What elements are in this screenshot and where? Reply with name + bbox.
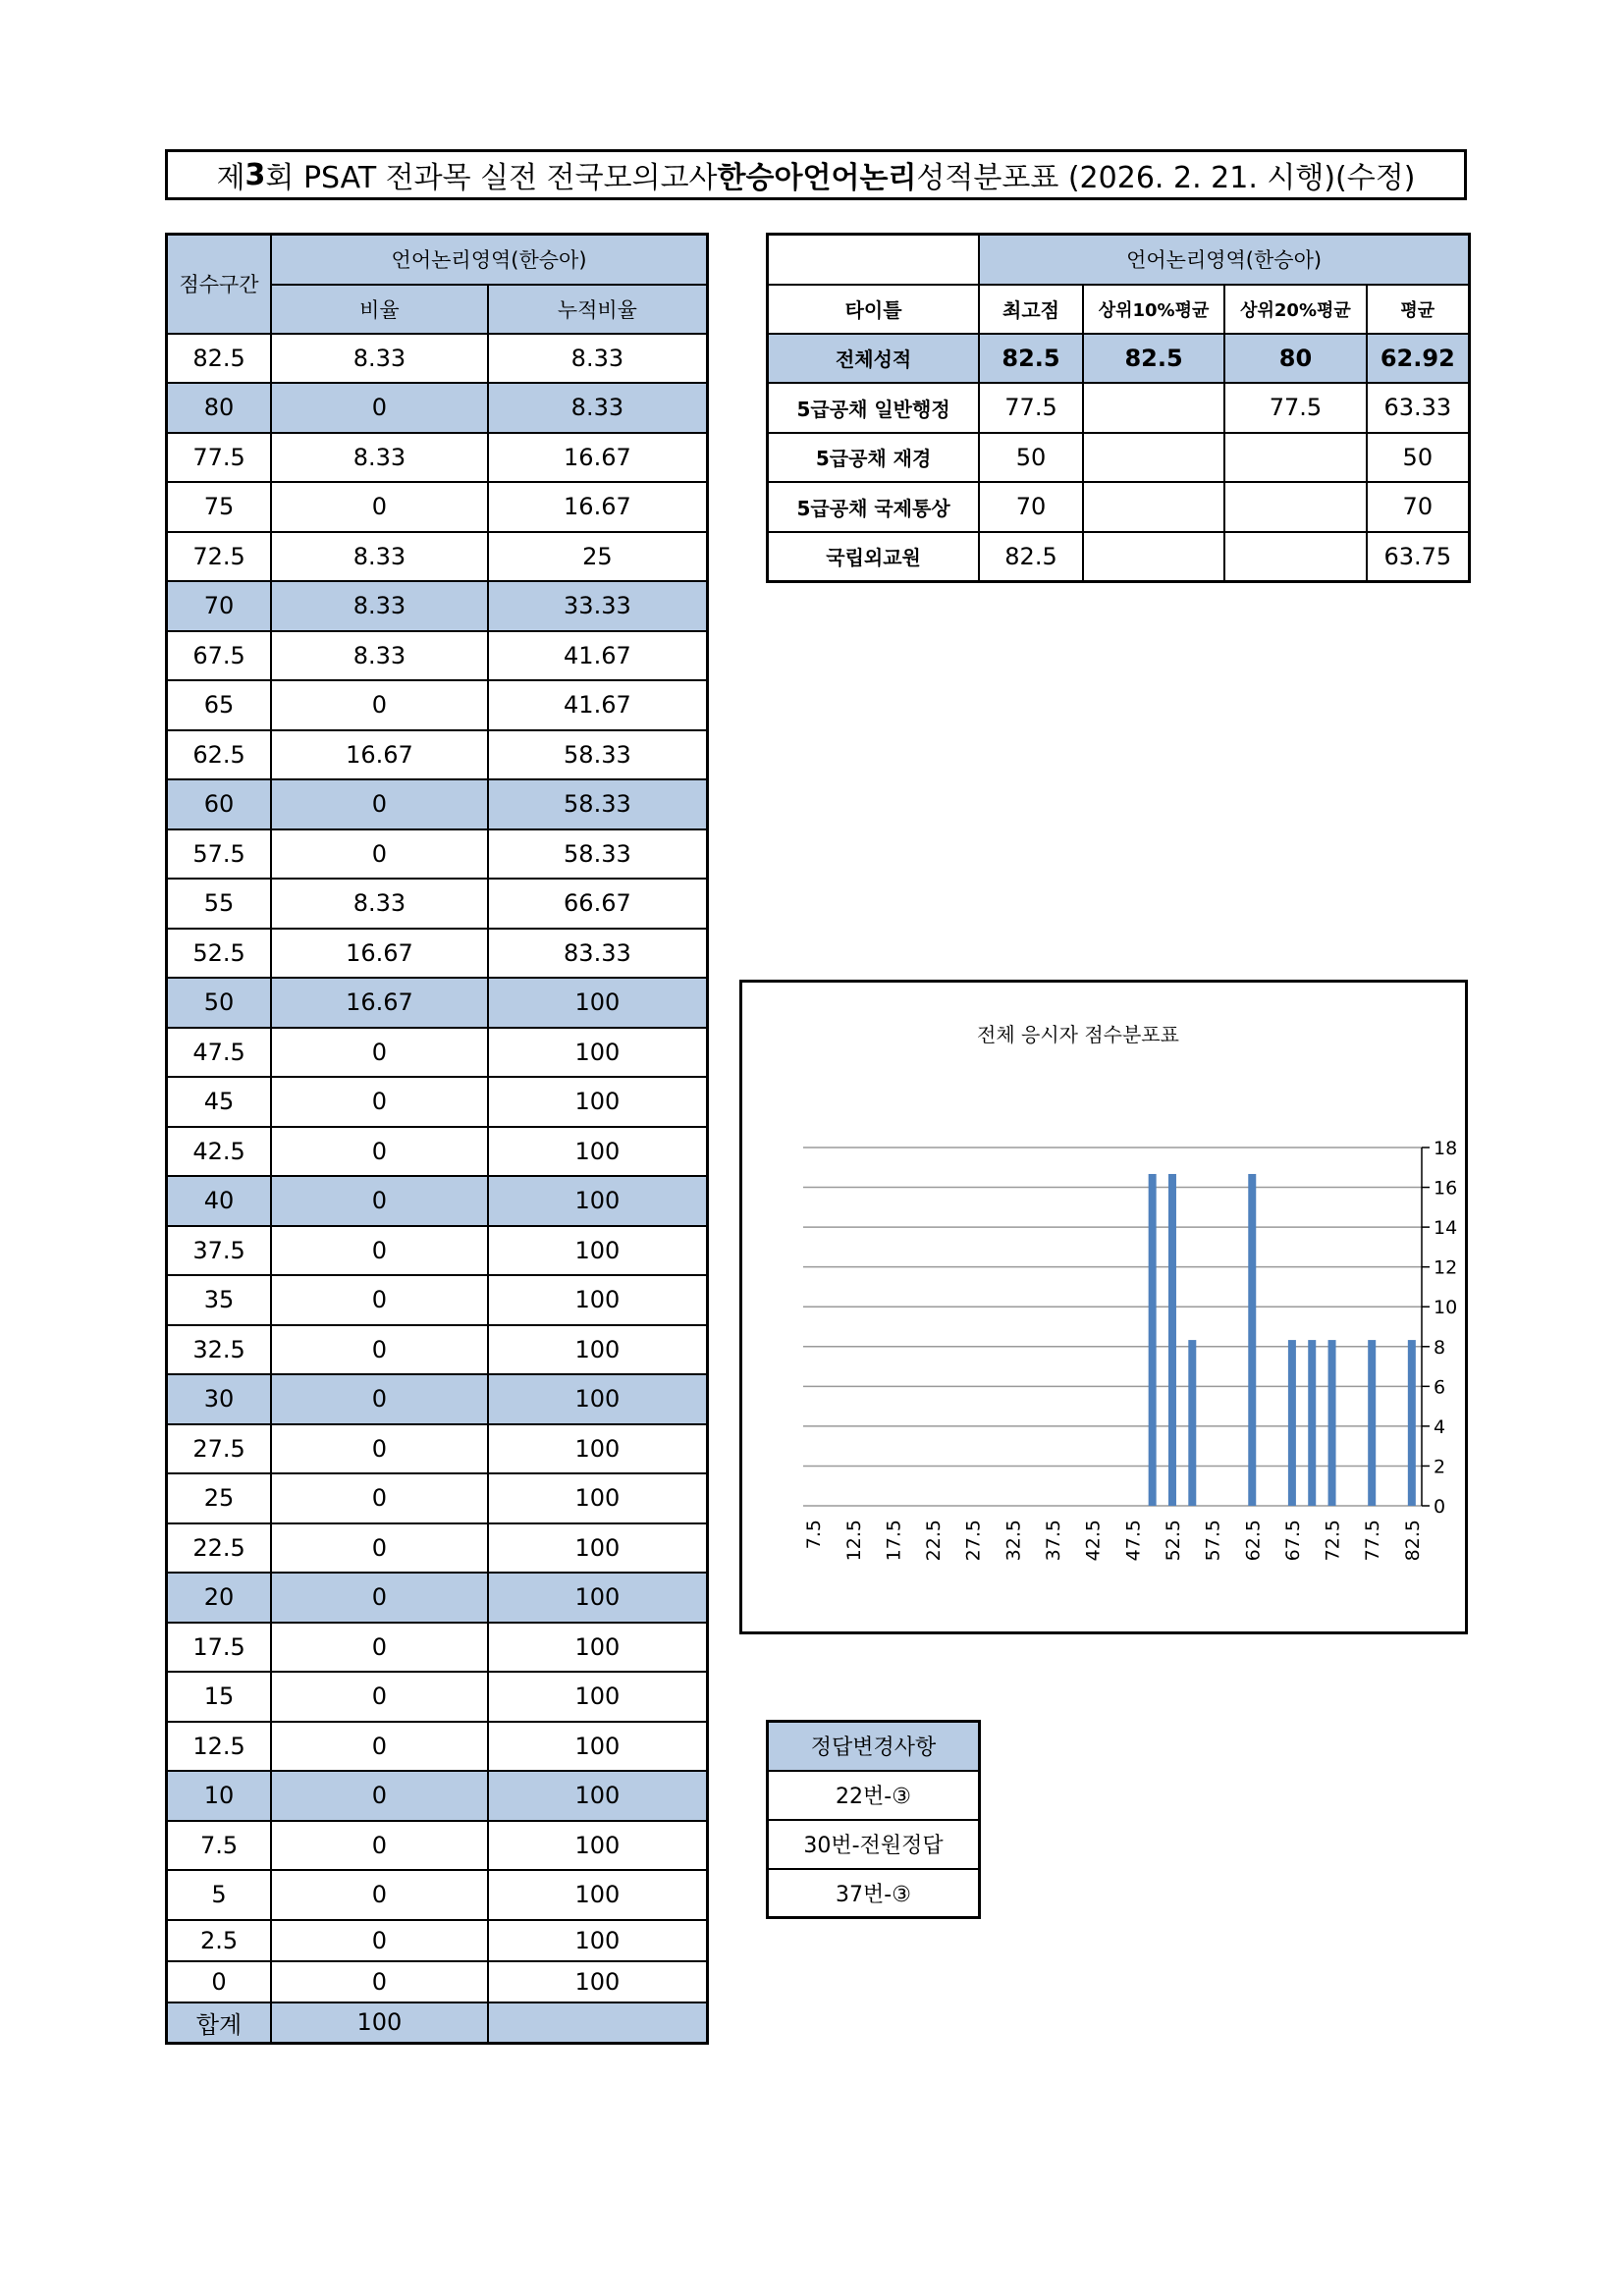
answer-item: 22번-③ xyxy=(768,1771,980,1820)
summary-cell-avg: 70 xyxy=(1367,482,1470,532)
summary-cell-avg: 63.75 xyxy=(1367,532,1470,582)
cell-cum: 100 xyxy=(488,1623,708,1673)
table-row xyxy=(167,1424,708,1474)
cell-ratio: 0 xyxy=(271,1275,488,1325)
header-ratio: 비율 xyxy=(271,285,488,334)
cell-score: 67.5 xyxy=(167,631,272,681)
bar xyxy=(1328,1340,1336,1506)
cell-cum: 8.33 xyxy=(488,383,708,433)
cell-ratio: 8.33 xyxy=(271,581,488,631)
cell-ratio: 0 xyxy=(271,1920,488,1961)
cell-ratio: 8.33 xyxy=(271,433,488,483)
table-row xyxy=(167,1077,708,1127)
cell-cum: 100 xyxy=(488,1961,708,2002)
summary-cell-avg: 63.33 xyxy=(1367,383,1470,433)
cell-ratio: 16.67 xyxy=(271,929,488,979)
header-score-range: 점수구간 xyxy=(167,235,272,334)
cell-score: 30 xyxy=(167,1374,272,1424)
table-row xyxy=(167,879,708,929)
cell-ratio: 0 xyxy=(271,1961,488,2002)
title-round: 3 xyxy=(244,157,266,192)
cell-ratio: 0 xyxy=(271,1374,488,1424)
x-tick-label: 47.5 xyxy=(1122,1520,1145,1562)
table-row xyxy=(167,1473,708,1523)
cell-ratio: 0 xyxy=(271,1870,488,1920)
cell-cum: 100 xyxy=(488,1771,708,1821)
cell-score: 27.5 xyxy=(167,1424,272,1474)
summary-row xyxy=(768,482,1470,532)
cell-cum: 100 xyxy=(488,1573,708,1623)
cell-ratio: 0 xyxy=(271,779,488,829)
bar xyxy=(1288,1340,1296,1506)
y-tick-label: 12 xyxy=(1434,1256,1458,1279)
y-tick-label: 18 xyxy=(1434,1138,1458,1159)
cell-score: 35 xyxy=(167,1275,272,1325)
cell-cum: 100 xyxy=(488,1523,708,1574)
y-tick-label: 14 xyxy=(1434,1217,1458,1240)
y-tick-label: 4 xyxy=(1434,1415,1446,1438)
table-row xyxy=(167,829,708,880)
cell-score: 22.5 xyxy=(167,1523,272,1574)
table-row xyxy=(167,1961,708,2002)
cell-cum: 83.33 xyxy=(488,929,708,979)
total-ratio: 100 xyxy=(271,2002,488,2044)
x-tick-label: 52.5 xyxy=(1162,1520,1184,1562)
cell-cum: 100 xyxy=(488,1028,708,1078)
cell-cum: 41.67 xyxy=(488,631,708,681)
cell-ratio: 0 xyxy=(271,1127,488,1177)
cell-score: 65 xyxy=(167,680,272,730)
cell-ratio: 0 xyxy=(271,383,488,433)
cell-score: 52.5 xyxy=(167,929,272,979)
cell-score: 12.5 xyxy=(167,1722,272,1772)
cell-score: 40 xyxy=(167,1176,272,1226)
x-tick-label: 82.5 xyxy=(1401,1520,1424,1562)
cell-cum: 66.67 xyxy=(488,879,708,929)
table-row xyxy=(167,978,708,1028)
total-label: 합계 xyxy=(167,2002,272,2044)
table-row xyxy=(167,680,708,730)
table-row xyxy=(167,1870,708,1920)
x-tick-label: 62.5 xyxy=(1242,1520,1265,1562)
cell-cum: 58.33 xyxy=(488,779,708,829)
x-tick-label: 32.5 xyxy=(1002,1520,1025,1562)
summary-cell-top10 xyxy=(1083,532,1224,582)
summary-col-header: 평균 xyxy=(1367,285,1470,334)
x-tick-label: 67.5 xyxy=(1281,1520,1304,1562)
cell-ratio: 0 xyxy=(271,1672,488,1722)
cell-score: 25 xyxy=(167,1473,272,1523)
cell-cum: 100 xyxy=(488,1473,708,1523)
cell-cum: 25 xyxy=(488,532,708,582)
cell-ratio: 8.33 xyxy=(271,334,488,384)
table-row xyxy=(167,1722,708,1772)
cell-cum: 100 xyxy=(488,1077,708,1127)
summary-row xyxy=(768,334,1470,384)
cell-cum: 8.33 xyxy=(488,334,708,384)
answer-item: 37번-③ xyxy=(768,1869,980,1918)
x-tick-label: 22.5 xyxy=(923,1520,946,1562)
table-row xyxy=(167,581,708,631)
summary-cell-title: 국립외교원 xyxy=(768,532,980,582)
summary-row xyxy=(768,532,1470,582)
table-row xyxy=(167,1672,708,1722)
cell-cum: 100 xyxy=(488,1275,708,1325)
cell-score: 72.5 xyxy=(167,532,272,582)
summary-cell-avg: 50 xyxy=(1367,433,1470,483)
cell-score: 42.5 xyxy=(167,1127,272,1177)
cell-ratio: 0 xyxy=(271,482,488,532)
score-distribution-table xyxy=(165,233,709,2045)
cell-score: 70 xyxy=(167,581,272,631)
cell-ratio: 8.33 xyxy=(271,631,488,681)
summary-cell-title: 전체성적 xyxy=(768,334,980,384)
summary-cell-avg: 62.92 xyxy=(1367,334,1470,384)
summary-cell-top10 xyxy=(1083,383,1224,433)
cell-score: 50 xyxy=(167,978,272,1028)
cell-ratio: 0 xyxy=(271,829,488,880)
page-title xyxy=(165,149,1467,200)
summary-cell-max: 77.5 xyxy=(979,383,1083,433)
table-row xyxy=(167,1523,708,1574)
title-instructor: 한승아 xyxy=(717,161,803,195)
cell-score: 37.5 xyxy=(167,1226,272,1276)
y-tick-label: 16 xyxy=(1434,1177,1458,1200)
cell-score: 47.5 xyxy=(167,1028,272,1078)
title-subject: 언어논리 xyxy=(802,161,917,195)
summary-col-header: 상위10%평균 xyxy=(1083,285,1224,334)
cell-ratio: 8.33 xyxy=(271,532,488,582)
cell-cum: 100 xyxy=(488,1127,708,1177)
bar xyxy=(1368,1340,1376,1506)
title-suffix: 성적분포표 (2026. 2. 21. 시행)(수정) xyxy=(916,161,1416,195)
cell-ratio: 0 xyxy=(271,1424,488,1474)
cell-cum: 100 xyxy=(488,1672,708,1722)
summary-cell-max: 82.5 xyxy=(979,532,1083,582)
cell-score: 62.5 xyxy=(167,730,272,780)
cell-cum: 16.67 xyxy=(488,433,708,483)
summary-row xyxy=(768,383,1470,433)
summary-col-header: 상위20%평균 xyxy=(1224,285,1366,334)
summary-cell-top10: 82.5 xyxy=(1083,334,1224,384)
summary-cell-top20 xyxy=(1224,532,1366,582)
title-mid: 회 PSAT 전과목 실전 전국모의고사 xyxy=(265,161,718,195)
cell-score: 45 xyxy=(167,1077,272,1127)
cell-cum: 100 xyxy=(488,1821,708,1871)
table-row xyxy=(167,1176,708,1226)
cell-ratio: 0 xyxy=(271,1325,488,1375)
cell-cum: 100 xyxy=(488,1920,708,1961)
table-row xyxy=(167,1275,708,1325)
cell-ratio: 0 xyxy=(271,1473,488,1523)
cell-ratio: 0 xyxy=(271,1623,488,1673)
x-tick-label: 72.5 xyxy=(1322,1520,1344,1562)
cell-score: 77.5 xyxy=(167,433,272,483)
bar xyxy=(1188,1340,1196,1506)
table-row xyxy=(167,482,708,532)
table-row xyxy=(167,1771,708,1821)
table-row xyxy=(167,433,708,483)
table-row xyxy=(167,1920,708,1961)
table-row xyxy=(167,532,708,582)
cell-score: 82.5 xyxy=(167,334,272,384)
summary-cell-title: 5급공채 재경 xyxy=(768,433,980,483)
cell-score: 57.5 xyxy=(167,829,272,880)
x-tick-label: 17.5 xyxy=(883,1520,905,1562)
y-tick-label: 0 xyxy=(1434,1496,1446,1518)
cell-score: 60 xyxy=(167,779,272,829)
cell-ratio: 0 xyxy=(271,1573,488,1623)
table-row xyxy=(167,1226,708,1276)
table-row xyxy=(167,383,708,433)
table-row xyxy=(167,929,708,979)
answer-change-table xyxy=(766,1720,981,1919)
cell-score: 0 xyxy=(167,1961,272,2002)
table-row xyxy=(167,1821,708,1871)
cell-cum: 100 xyxy=(488,1226,708,1276)
header-area: 언어논리영역(한승아) xyxy=(271,235,707,285)
cell-ratio: 0 xyxy=(271,1077,488,1127)
summary-cell-top20 xyxy=(1224,433,1366,483)
cell-cum: 100 xyxy=(488,1325,708,1375)
chart-title: 전체 응시자 점수분포표 xyxy=(977,1023,1179,1046)
cell-cum: 100 xyxy=(488,1722,708,1772)
cell-cum: 100 xyxy=(488,1870,708,1920)
summary-blank-cell xyxy=(768,235,980,285)
cell-cum: 100 xyxy=(488,1374,708,1424)
chart-canvas xyxy=(742,983,1465,1631)
table-row xyxy=(167,1325,708,1375)
summary-col-header: 타이틀 xyxy=(768,285,980,334)
cell-score: 7.5 xyxy=(167,1821,272,1871)
bar xyxy=(1248,1174,1256,1506)
summary-cell-top20: 80 xyxy=(1224,334,1366,384)
total-row xyxy=(167,2002,708,2044)
cell-ratio: 0 xyxy=(271,1771,488,1821)
cell-score: 55 xyxy=(167,879,272,929)
cell-ratio: 0 xyxy=(271,680,488,730)
summary-cell-top10 xyxy=(1083,482,1224,532)
table-row xyxy=(167,1374,708,1424)
cell-ratio: 8.33 xyxy=(271,879,488,929)
cell-cum: 100 xyxy=(488,978,708,1028)
bar xyxy=(1168,1174,1176,1506)
bar xyxy=(1308,1340,1316,1506)
title-prefix: 제 xyxy=(216,161,245,195)
cell-ratio: 0 xyxy=(271,1722,488,1772)
y-tick-label: 2 xyxy=(1434,1456,1446,1478)
summary-cell-max: 50 xyxy=(979,433,1083,483)
x-tick-label: 27.5 xyxy=(962,1520,985,1562)
cell-cum: 58.33 xyxy=(488,829,708,880)
x-tick-label: 77.5 xyxy=(1362,1520,1384,1562)
cell-score: 15 xyxy=(167,1672,272,1722)
x-tick-label: 37.5 xyxy=(1043,1520,1065,1562)
summary-header-area: 언어논리영역(한승아) xyxy=(979,235,1469,285)
x-tick-label: 7.5 xyxy=(803,1520,826,1550)
table-row xyxy=(167,779,708,829)
table-row xyxy=(167,1623,708,1673)
answer-header: 정답변경사항 xyxy=(768,1722,980,1771)
cell-ratio: 0 xyxy=(271,1226,488,1276)
cell-score: 80 xyxy=(167,383,272,433)
y-tick-label: 8 xyxy=(1434,1336,1446,1359)
y-tick-label: 6 xyxy=(1434,1376,1446,1399)
cell-ratio: 16.67 xyxy=(271,978,488,1028)
cell-cum: 100 xyxy=(488,1176,708,1226)
x-tick-label: 12.5 xyxy=(842,1520,865,1562)
summary-cell-max: 82.5 xyxy=(979,334,1083,384)
table-row xyxy=(167,1028,708,1078)
score-chart xyxy=(739,980,1468,1634)
table-row xyxy=(167,1573,708,1623)
summary-cell-top10 xyxy=(1083,433,1224,483)
cell-score: 10 xyxy=(167,1771,272,1821)
summary-cell-title: 5급공채 국제통상 xyxy=(768,482,980,532)
summary-cell-title: 5급공채 일반행정 xyxy=(768,383,980,433)
cell-ratio: 0 xyxy=(271,1176,488,1226)
cell-ratio: 16.67 xyxy=(271,730,488,780)
cell-cum: 58.33 xyxy=(488,730,708,780)
table-row xyxy=(167,730,708,780)
cell-cum: 100 xyxy=(488,1424,708,1474)
bar xyxy=(1149,1174,1157,1506)
summary-cell-top20: 77.5 xyxy=(1224,383,1366,433)
y-tick-label: 10 xyxy=(1434,1297,1458,1319)
cell-ratio: 0 xyxy=(271,1821,488,1871)
x-tick-label: 57.5 xyxy=(1202,1520,1224,1562)
cell-cum: 41.67 xyxy=(488,680,708,730)
cell-cum: 16.67 xyxy=(488,482,708,532)
summary-cell-max: 70 xyxy=(979,482,1083,532)
cell-ratio: 0 xyxy=(271,1523,488,1574)
table-row xyxy=(167,631,708,681)
summary-cell-top20 xyxy=(1224,482,1366,532)
table-row xyxy=(167,1127,708,1177)
header-cumulative: 누적비율 xyxy=(488,285,708,334)
cell-score: 75 xyxy=(167,482,272,532)
total-cum xyxy=(488,2002,708,2044)
cell-score: 5 xyxy=(167,1870,272,1920)
cell-score: 20 xyxy=(167,1573,272,1623)
cell-ratio: 0 xyxy=(271,1028,488,1078)
bar xyxy=(1408,1340,1416,1506)
cell-score: 17.5 xyxy=(167,1623,272,1673)
cell-score: 2.5 xyxy=(167,1920,272,1961)
cell-score: 32.5 xyxy=(167,1325,272,1375)
summary-table xyxy=(766,233,1471,583)
x-tick-label: 42.5 xyxy=(1082,1520,1105,1562)
summary-row xyxy=(768,433,1470,483)
answer-item: 30번-전원정답 xyxy=(768,1820,980,1869)
summary-col-header: 최고점 xyxy=(979,285,1083,334)
table-row xyxy=(167,334,708,384)
cell-cum: 33.33 xyxy=(488,581,708,631)
